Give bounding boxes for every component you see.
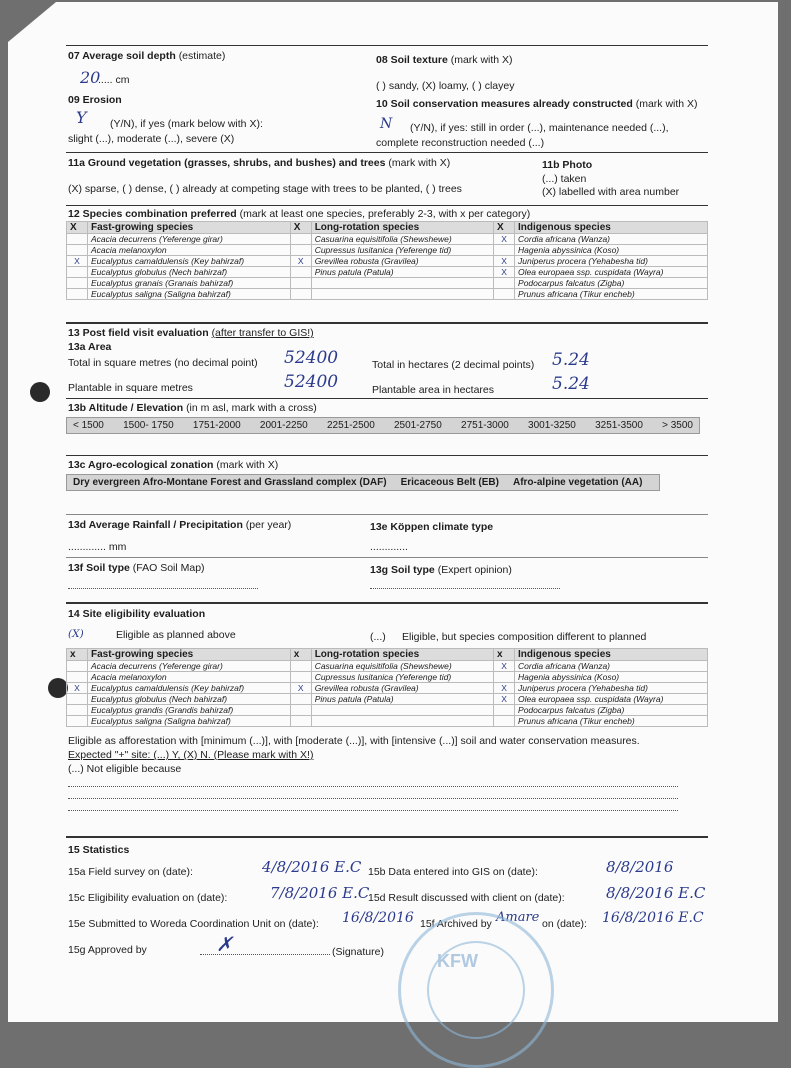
species: Prunus africana (Tikur encheb) bbox=[515, 716, 708, 727]
statistics-heading: 15 Statistics bbox=[68, 844, 130, 856]
total-ha-label: Total in hectares (2 decimal points) bbox=[372, 359, 535, 371]
species: Pinus patula (Patula) bbox=[311, 267, 493, 278]
altitude-band[interactable]: 3251-3500 bbox=[595, 420, 643, 431]
altitude-band[interactable]: 3001-3250 bbox=[528, 420, 576, 431]
reason-line[interactable] bbox=[68, 799, 678, 811]
stamp-text: KFW bbox=[437, 951, 478, 971]
mark bbox=[494, 278, 515, 289]
eligibility-options bbox=[66, 624, 708, 648]
table-row bbox=[67, 716, 708, 727]
col-long: Long-rotation species bbox=[311, 222, 493, 234]
species: Pinus patula (Patula) bbox=[311, 694, 493, 705]
expert-soil-line[interactable] bbox=[370, 588, 560, 589]
mark bbox=[67, 705, 88, 716]
species: Olea europaea ssp. cuspidata (Wayra) bbox=[515, 267, 708, 278]
conservation-value: N bbox=[380, 116, 393, 132]
mark: X bbox=[494, 661, 515, 672]
table-row bbox=[67, 289, 708, 300]
mark bbox=[494, 716, 515, 727]
species bbox=[311, 705, 493, 716]
plantable-ha-label: Plantable area in hectares bbox=[372, 384, 494, 396]
species: Olea europaea ssp. cuspidata (Wayra) bbox=[515, 694, 708, 705]
eligible-different-mark[interactable]: (...) bbox=[370, 631, 386, 643]
species: Cupressus lusitanica (Yeferenge tid) bbox=[311, 672, 493, 683]
species: Acacia decurrens (Yeferenge girar) bbox=[88, 661, 291, 672]
woreda-date: 16/8/2016 bbox=[342, 910, 414, 926]
mark bbox=[67, 716, 88, 727]
mark bbox=[290, 694, 311, 705]
mark: X bbox=[67, 256, 88, 267]
conservation-line1: (Y/N), if yes: still in order (...), maintenance needed (...), bbox=[410, 122, 669, 134]
total-ha-value: 5.24 bbox=[552, 350, 590, 370]
signature-scribble: ✗ bbox=[216, 932, 233, 956]
mark bbox=[290, 267, 311, 278]
photo-taken: (...) taken bbox=[542, 173, 587, 185]
client-discussion-date: 8/8/2016 E.C bbox=[606, 884, 706, 902]
reason-line[interactable] bbox=[68, 775, 678, 787]
mark bbox=[494, 705, 515, 716]
species: Cordia africana (Wanza) bbox=[515, 234, 708, 245]
kfw-stamp bbox=[398, 912, 554, 1068]
mark bbox=[290, 234, 311, 245]
mark bbox=[290, 289, 311, 300]
section-12 bbox=[66, 205, 708, 322]
col-long: Long-rotation species bbox=[311, 649, 493, 661]
mark bbox=[290, 278, 311, 289]
gis-entry-label: 15b Data entered into GIS on (date): bbox=[368, 866, 538, 878]
altitude-band[interactable]: < 1500 bbox=[73, 420, 104, 431]
gis-entry-date: 8/8/2016 bbox=[606, 858, 674, 876]
field-survey-date: 4/8/2016 E.C bbox=[262, 858, 362, 876]
vegetation-options: (X) sparse, ( ) dense, ( ) already at competing stage with trees to be planted, ( ) trees bbox=[68, 183, 462, 195]
post-visit-heading: 13 Post field visit evaluation (after transfer to GIS!) bbox=[68, 327, 314, 339]
col-fast: Fast-growing species bbox=[88, 222, 291, 234]
erosion-line2: slight (...), moderate (...), severe (X) bbox=[68, 133, 235, 145]
koppen-heading: 13e Köppen climate type bbox=[370, 521, 494, 533]
mark bbox=[67, 245, 88, 256]
soil-texture-heading: 08 Soil texture (mark with X) bbox=[376, 54, 513, 66]
eligibility-heading: 14 Site eligibility evaluation bbox=[68, 608, 206, 620]
species: Eucalyptus grandis (Grandis bahirzaf) bbox=[88, 705, 291, 716]
species: Eucalyptus globulus (Nech bahirzaf) bbox=[88, 267, 291, 278]
eligibility-species-table bbox=[66, 648, 708, 727]
table-row bbox=[67, 672, 708, 683]
section-14 bbox=[66, 602, 708, 836]
soil-depth-value: 20 bbox=[80, 68, 101, 87]
table-row bbox=[67, 267, 708, 278]
total-sqm-label: Total in square metres (no decimal point) bbox=[68, 357, 258, 369]
altitude-band[interactable]: 1500- 1750 bbox=[123, 420, 174, 431]
reason-line[interactable] bbox=[68, 787, 678, 799]
archived-label: 15f Archived by bbox=[420, 918, 492, 930]
koppen-dots: ............. bbox=[370, 541, 408, 553]
mark: X bbox=[494, 256, 515, 267]
punch-hole-top bbox=[30, 382, 50, 402]
plantable-sqm-value: 52400 bbox=[284, 372, 339, 392]
expected-site: Expected "+" site: (...) Y, (X) N. (Please mark with X!) bbox=[68, 749, 314, 761]
col-x: x bbox=[290, 649, 311, 661]
species: Eucalyptus globulus (Nech bahirzaf) bbox=[88, 694, 291, 705]
agro-zone-aa[interactable]: Afro-alpine vegetation (AA) bbox=[512, 477, 643, 488]
soil-depth-heading: 07 Average soil depth (estimate) bbox=[68, 50, 226, 62]
client-discussion-label: 15d Result discussed with client on (date): bbox=[368, 892, 565, 904]
mark: X bbox=[67, 683, 88, 694]
species: Juniperus procera (Yehabesha tid) bbox=[515, 256, 708, 267]
col-x: x bbox=[494, 649, 515, 661]
mark bbox=[67, 278, 88, 289]
fao-soil-line[interactable] bbox=[68, 588, 258, 589]
species: Podocarpus falcatus (Zigba) bbox=[515, 705, 708, 716]
section-13c bbox=[66, 455, 708, 514]
mark bbox=[67, 234, 88, 245]
mark bbox=[290, 716, 311, 727]
mark: X bbox=[290, 683, 311, 694]
table-row bbox=[67, 234, 708, 245]
plantable-ha-value: 5.24 bbox=[552, 374, 590, 394]
section-07-08 bbox=[66, 45, 708, 92]
eligible-label: Eligible as planned above bbox=[116, 629, 236, 641]
field-survey-label: 15a Field survey on (date): bbox=[68, 866, 193, 878]
section-13d-13e bbox=[66, 514, 708, 557]
mark: X bbox=[494, 683, 515, 694]
mark bbox=[494, 245, 515, 256]
section-13b bbox=[66, 398, 708, 455]
agro-zone-daf[interactable]: Dry evergreen Afro-Montane Forest and Grassland complex (DAF) bbox=[73, 477, 387, 488]
species: Casuarina equisitifolia (Shewshewe) bbox=[311, 234, 493, 245]
col-x: X bbox=[494, 222, 515, 234]
table-row bbox=[67, 694, 708, 705]
species-heading: 12 Species combination preferred (mark at least one species, preferably 2-3, with x per category) bbox=[68, 208, 531, 220]
altitude-band[interactable]: 1751-2000 bbox=[192, 420, 241, 431]
mark bbox=[67, 289, 88, 300]
table-row bbox=[67, 278, 708, 289]
species: Cupressus lusitanica (Yeferenge tid) bbox=[311, 245, 493, 256]
altitude-band[interactable]: 2001-2250 bbox=[259, 420, 308, 431]
col-fast: Fast-growing species bbox=[88, 649, 291, 661]
plantable-sqm-label: Plantable in square metres bbox=[68, 382, 193, 394]
species: Hagenia abyssinica (Koso) bbox=[515, 245, 708, 256]
table-row bbox=[67, 256, 708, 267]
agro-zones bbox=[66, 474, 660, 491]
section-11 bbox=[66, 152, 708, 205]
section-13a bbox=[66, 322, 708, 398]
table-row bbox=[67, 705, 708, 716]
site-assessment-form bbox=[66, 45, 708, 968]
table-row bbox=[67, 245, 708, 256]
mark: X bbox=[494, 267, 515, 278]
mark bbox=[290, 245, 311, 256]
eligibility-eval-date: 7/8/2016 E.C bbox=[270, 884, 370, 902]
rainfall-heading: 13d Average Rainfall / Precipitation (per year) bbox=[68, 519, 292, 531]
mark bbox=[67, 672, 88, 683]
species: Acacia melanoxylon bbox=[88, 245, 291, 256]
species bbox=[311, 278, 493, 289]
species: Grevillea robusta (Gravilea) bbox=[311, 683, 493, 694]
mark bbox=[290, 661, 311, 672]
altitude-band[interactable]: 2751-3000 bbox=[461, 420, 509, 431]
species-header-row bbox=[67, 222, 708, 234]
mark bbox=[494, 672, 515, 683]
species: Eucalyptus camaldulensis (Key bahirzaf) bbox=[88, 683, 291, 694]
species: Grevillea robusta (Gravilea) bbox=[311, 256, 493, 267]
species: Casuarina equisitifolia (Shewshewe) bbox=[311, 661, 493, 672]
species: Acacia decurrens (Yeferenge girar) bbox=[88, 234, 291, 245]
photo-labelled: (X) labelled with area number bbox=[542, 186, 680, 198]
col-x: X bbox=[67, 222, 88, 234]
species-table bbox=[66, 221, 708, 300]
agro-zone-heading: 13c Agro-ecological zonation (mark with X) bbox=[68, 459, 279, 471]
mark: X bbox=[290, 256, 311, 267]
fao-soil-heading: 13f Soil type (FAO Soil Map) bbox=[68, 562, 205, 574]
species: Cordia africana (Wanza) bbox=[515, 661, 708, 672]
erosion-value: Y bbox=[76, 108, 87, 127]
species: Acacia melanoxylon bbox=[88, 672, 291, 683]
approved-label: 15g Approved by bbox=[68, 944, 147, 956]
photo-heading: 11b Photo bbox=[542, 159, 593, 171]
erosion-line1: (Y/N), if yes (mark below with X): bbox=[110, 118, 263, 130]
altitude-bands bbox=[66, 417, 700, 434]
eligibility-eval-label: 15c Eligibility evaluation on (date): bbox=[68, 892, 228, 904]
species: Eucalyptus granais (Granais bahirzaf) bbox=[88, 278, 291, 289]
eligibility-measures: Eligible as afforestation with [minimum (...)], with [moderate (...)], with [intensive (...)] soil and water conservation measures. bbox=[68, 735, 640, 747]
agro-zone-eb[interactable]: Ericaceous Belt (EB) bbox=[400, 477, 499, 488]
mark bbox=[67, 661, 88, 672]
species-header-row bbox=[67, 649, 708, 661]
archived-by: Amare bbox=[496, 910, 540, 925]
section-13f-13g bbox=[66, 557, 708, 602]
altitude-band[interactable]: 2501-2750 bbox=[393, 420, 442, 431]
mark bbox=[494, 289, 515, 300]
species: Eucalyptus camaldulensis (Key bahirzaf) bbox=[88, 256, 291, 267]
expert-soil-heading: 13g Soil type (Expert opinion) bbox=[370, 564, 512, 576]
species: Eucalyptus saligna (Saligna bahirzaf) bbox=[88, 716, 291, 727]
species bbox=[311, 289, 493, 300]
mark bbox=[290, 672, 311, 683]
species: Juniperus procera (Yehabesha tid) bbox=[515, 683, 708, 694]
altitude-band[interactable]: > 3500 bbox=[662, 420, 693, 431]
table-row bbox=[67, 683, 708, 694]
total-sqm-value: 52400 bbox=[284, 348, 339, 368]
col-x: X bbox=[290, 222, 311, 234]
species: Hagenia abyssinica (Koso) bbox=[515, 672, 708, 683]
species bbox=[311, 716, 493, 727]
section-09-10 bbox=[66, 92, 708, 152]
conservation-line2: complete reconstruction needed (...) bbox=[376, 137, 545, 149]
rainfall-unit: ............. mm bbox=[68, 541, 127, 553]
soil-depth-unit: ..... cm bbox=[98, 74, 130, 86]
archived-date: 16/8/2016 E.C bbox=[602, 910, 704, 926]
signature-label: (Signature) bbox=[332, 946, 384, 958]
eligible-mark[interactable]: (X) bbox=[68, 628, 84, 640]
mark bbox=[67, 267, 88, 278]
mark bbox=[67, 694, 88, 705]
conservation-heading: 10 Soil conservation measures already constructed (mark with X) bbox=[376, 98, 698, 110]
table-row bbox=[67, 661, 708, 672]
mark: X bbox=[494, 234, 515, 245]
altitude-band[interactable]: 2251-2500 bbox=[326, 420, 375, 431]
section-15 bbox=[66, 836, 708, 968]
mark bbox=[290, 705, 311, 716]
col-indigenous: Indigenous species bbox=[515, 222, 708, 234]
woreda-label: 15e Submitted to Woreda Coordination Unit on (date): bbox=[68, 918, 319, 930]
area-heading: 13a Area bbox=[68, 341, 112, 353]
species: Podocarpus falcatus (Zigba) bbox=[515, 278, 708, 289]
altitude-heading: 13b Altitude / Elevation (in m asl, mark with a cross) bbox=[68, 402, 317, 414]
punch-hole-bottom bbox=[48, 678, 68, 698]
eligible-different-label: Eligible, but species composition different to planned bbox=[402, 631, 647, 643]
species: Eucalyptus saligna (Saligna bahirzaf) bbox=[88, 289, 291, 300]
mark: X bbox=[494, 694, 515, 705]
soil-texture-options: ( ) sandy, (X) loamy, ( ) clayey bbox=[376, 80, 515, 92]
erosion-heading: 09 Erosion bbox=[68, 94, 122, 106]
col-x: x bbox=[67, 649, 88, 661]
archived-on-label: on (date): bbox=[542, 918, 587, 930]
col-indigenous: Indigenous species bbox=[515, 649, 708, 661]
vegetation-heading: 11a Ground vegetation (grasses, shrubs, and bushes) and trees (mark with X) bbox=[68, 157, 451, 169]
not-eligible: (...) Not eligible because bbox=[68, 763, 182, 775]
species: Prunus africana (Tikur encheb) bbox=[515, 289, 708, 300]
